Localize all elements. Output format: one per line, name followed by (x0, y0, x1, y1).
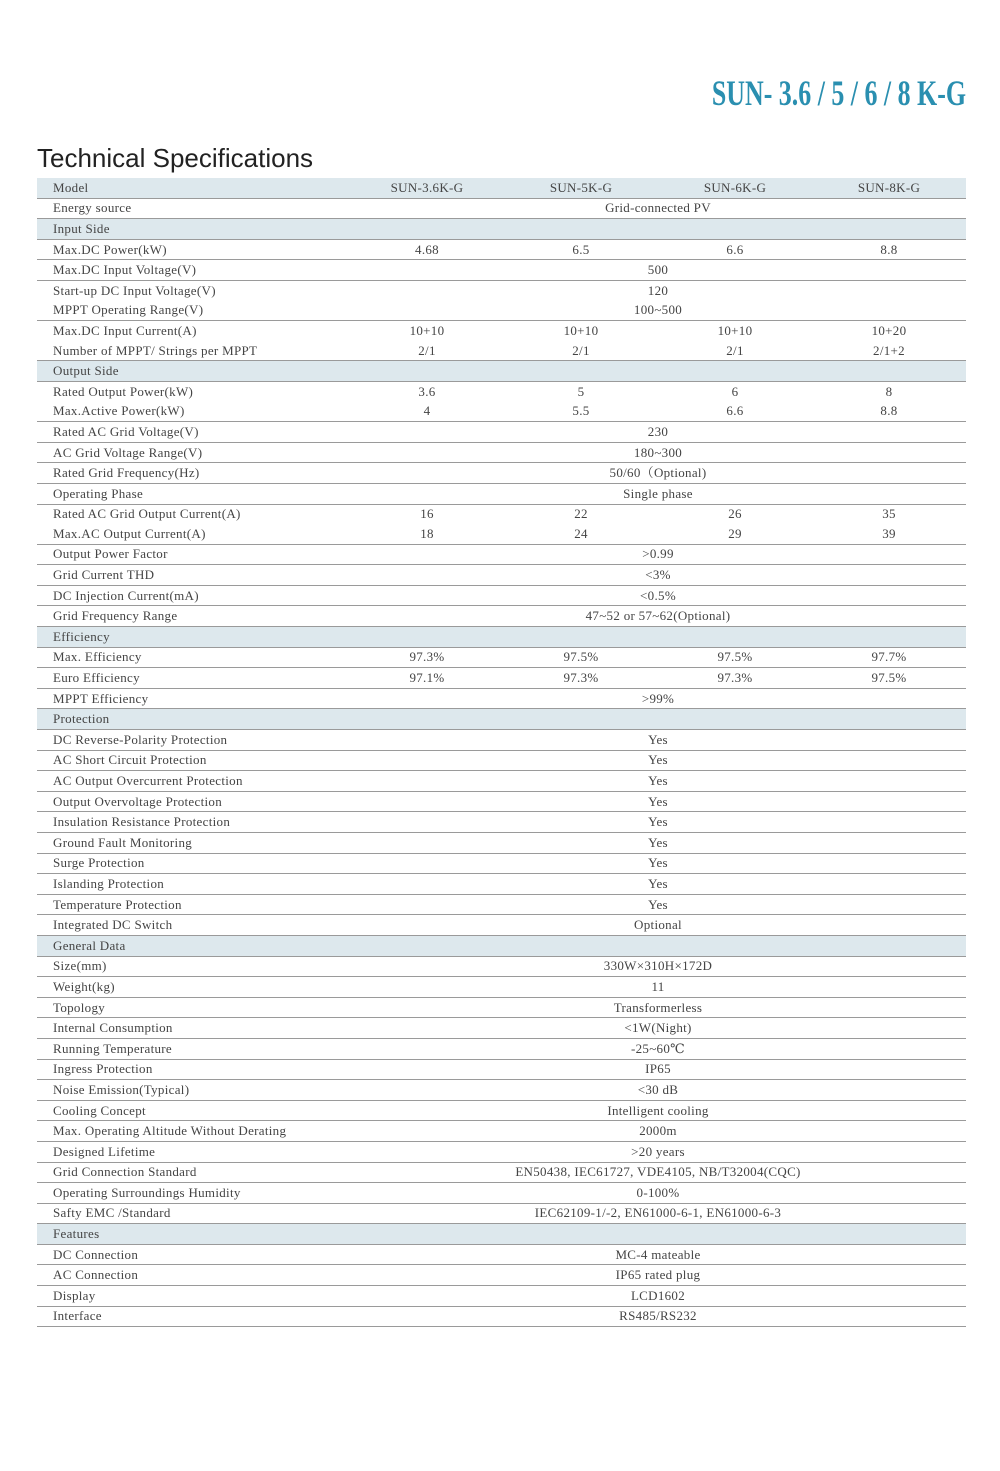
spec-value: 8.8 (812, 239, 966, 260)
table-row (37, 239, 966, 260)
spec-label: Islanding Protection (37, 874, 350, 895)
spec-value: 97.7% (812, 647, 966, 668)
spec-value-shared: LCD1602 (350, 1286, 966, 1307)
spec-value-shared: Optional (350, 915, 966, 936)
spec-value: 3.6 (418, 383, 436, 399)
spec-value: 4.68 (350, 239, 504, 260)
spec-label: AC Connection (37, 1265, 350, 1286)
section-title: Output Side (37, 361, 350, 382)
spec-value: 5.5 (504, 402, 658, 422)
spec-value: 2/1 (350, 341, 504, 361)
spec-value: 8.8 (812, 402, 966, 422)
spec-value-shared: -25~60℃ (350, 1038, 966, 1059)
section-title: General Data (37, 935, 350, 956)
spec-label: Output Overvoltage Protection (37, 791, 350, 812)
spec-label: Topology (37, 997, 350, 1018)
spec-label: Insulation Resistance Protection (37, 812, 350, 833)
section-fill (350, 219, 966, 240)
spec-value: 39 (812, 524, 966, 544)
spec-label: Start-up DC Input Voltage(V) (53, 282, 216, 298)
spec-value-shared: <1W(Night) (350, 1018, 966, 1039)
spec-label: Rated AC Grid Output Current(A) (53, 506, 241, 522)
table-row (37, 1141, 966, 1162)
column-header-model: SUN-8K-G (812, 178, 966, 198)
table-row (37, 504, 966, 524)
table-row (37, 1121, 966, 1142)
table-row (37, 915, 966, 936)
table-row (37, 956, 966, 977)
spec-value: 24 (504, 524, 658, 544)
table-row (37, 442, 966, 463)
spec-label: Display (37, 1286, 350, 1307)
table-row (37, 463, 966, 484)
spec-value-shared: Yes (350, 730, 966, 751)
table-row (37, 1306, 966, 1327)
spec-value: 97.5% (812, 668, 966, 689)
spec-label: DC Reverse-Polarity Protection (37, 730, 350, 751)
spec-value: 18 (350, 524, 504, 544)
spec-label: Output Power Factor (37, 544, 350, 565)
table-row (37, 977, 966, 998)
spec-label: Operating Phase (37, 483, 350, 504)
section-title: Input Side (37, 219, 350, 240)
table-row (37, 381, 966, 401)
spec-value-shared: Yes (350, 853, 966, 874)
spec-value: 2/1 (504, 341, 658, 361)
spec-value: 6 (731, 383, 739, 399)
spec-value-shared: Yes (350, 812, 966, 833)
table-row (37, 791, 966, 812)
table-row (37, 730, 966, 751)
section-fill (350, 361, 966, 382)
spec-label: Size(mm) (37, 956, 350, 977)
table-row (37, 341, 966, 361)
spec-value-shared: 2000m (350, 1121, 966, 1142)
spec-value: 5 (577, 383, 585, 399)
spec-label: Max. Efficiency (37, 647, 350, 668)
spec-label: Ingress Protection (37, 1059, 350, 1080)
table-row (37, 301, 966, 321)
spec-label: Surge Protection (37, 853, 350, 874)
spec-value: 97.3% (504, 668, 658, 689)
spec-value: 4 (350, 402, 504, 422)
spec-label: MPPT Operating Range(V) (37, 301, 350, 321)
table-row (37, 1244, 966, 1265)
table-row (37, 260, 966, 281)
spec-value: 97.3% (658, 668, 812, 689)
section-fill (350, 709, 966, 730)
spec-label: Operating Surroundings Humidity (37, 1183, 350, 1204)
spec-value-shared: 11 (350, 977, 966, 998)
section-fill (350, 935, 966, 956)
spec-label: AC Short Circuit Protection (37, 750, 350, 771)
spec-value-shared: 100~500 (350, 301, 966, 321)
table-row (37, 1203, 966, 1224)
spec-label: DC Injection Current(mA) (37, 585, 350, 606)
spec-label: Rated AC Grid Voltage(V) (37, 422, 350, 443)
table-row (37, 1059, 966, 1080)
table-row (37, 1038, 966, 1059)
spec-label: AC Output Overcurrent Protection (37, 771, 350, 792)
spec-label: Max.AC Output Current(A) (37, 524, 350, 544)
spec-label: Grid Connection Standard (37, 1162, 350, 1183)
spec-label: Temperature Protection (37, 894, 350, 915)
section-fill (350, 1224, 966, 1245)
spec-value-shared: 230 (350, 422, 966, 443)
spec-label: Ground Fault Monitoring (37, 833, 350, 854)
spec-value-shared: 500 (350, 260, 966, 281)
table-row (37, 565, 966, 586)
spec-value: 10+10 (563, 322, 599, 338)
spec-label: MPPT Efficiency (37, 688, 350, 709)
table-row (37, 668, 966, 689)
spec-value-shared: <3% (350, 565, 966, 586)
table-row (37, 524, 966, 544)
spec-value-shared: <30 dB (350, 1080, 966, 1101)
spec-value: 97.1% (350, 668, 504, 689)
spec-value-shared: Single phase (350, 483, 966, 504)
spec-value: 2/1 (658, 341, 812, 361)
spec-value: 10+10 (717, 322, 753, 338)
column-header-model: SUN-3.6K-G (350, 178, 504, 198)
spec-value-shared: IP65 rated plug (350, 1265, 966, 1286)
spec-value-shared: Yes (350, 771, 966, 792)
page-title: Technical Specifications (37, 143, 314, 173)
table-row (37, 833, 966, 854)
spec-value-shared: IP65 (350, 1059, 966, 1080)
table-row (37, 1183, 966, 1204)
section-header-row (37, 219, 966, 240)
spec-value-shared: Grid-connected PV (350, 198, 966, 219)
table-row (37, 606, 966, 627)
spec-label: Internal Consumption (37, 1018, 350, 1039)
spec-label: Designed Lifetime (37, 1141, 350, 1162)
spec-label: Grid Frequency Range (37, 606, 350, 627)
spec-value-shared: Yes (350, 791, 966, 812)
section-header-row (37, 361, 966, 382)
table-row (37, 647, 966, 668)
table-row (37, 874, 966, 895)
spec-label: Rated Output Power(kW) (53, 383, 194, 399)
spec-value-shared: 120 (647, 282, 669, 298)
spec-value: 8 (885, 383, 893, 399)
table-row (37, 1286, 966, 1307)
spec-value-shared: Transformerless (350, 997, 966, 1018)
table-row (37, 585, 966, 606)
spec-label: Max.Active Power(kW) (37, 402, 350, 422)
spec-value: 97.3% (350, 647, 504, 668)
spec-value-shared: IEC62109-1/-2, EN61000-6-1, EN61000-6-3 (350, 1203, 966, 1224)
spec-label: Euro Efficiency (37, 668, 350, 689)
spec-label: Interface (37, 1306, 350, 1327)
table-row (37, 1265, 966, 1286)
section-title: Efficiency (37, 627, 350, 648)
spec-label: Max.DC Input Current(A) (53, 322, 197, 338)
spec-value: 22 (574, 506, 588, 522)
spec-value: 35 (882, 506, 896, 522)
spec-label: Max. Operating Altitude Without Derating (37, 1121, 350, 1142)
spec-value-shared: 47~52 or 57~62(Optional) (350, 606, 966, 627)
spec-value: 6.6 (658, 402, 812, 422)
table-row (37, 1100, 966, 1121)
section-fill (350, 627, 966, 648)
table-row (37, 1018, 966, 1039)
spec-value-shared: 330W×310H×172D (350, 956, 966, 977)
spec-label: Number of MPPT/ Strings per MPPT (37, 341, 350, 361)
table-row (37, 422, 966, 443)
spec-value: 10+20 (871, 322, 907, 338)
table-row (37, 771, 966, 792)
section-header-row (37, 935, 966, 956)
spec-value-shared: Yes (350, 874, 966, 895)
spec-label: Running Temperature (37, 1038, 350, 1059)
table-row (37, 688, 966, 709)
table-row (37, 894, 966, 915)
spec-value-shared: >0.99 (350, 544, 966, 565)
column-header-model: SUN-5K-G (504, 178, 658, 198)
spec-label: Safty EMC /Standard (37, 1203, 350, 1224)
spec-label: Cooling Concept (37, 1100, 350, 1121)
section-title: Features (37, 1224, 350, 1245)
spec-value-shared: 0-100% (350, 1183, 966, 1204)
column-header-label: Model (37, 178, 350, 198)
spec-label: Integrated DC Switch (37, 915, 350, 936)
table-row (37, 280, 966, 300)
table-header-row (37, 178, 966, 198)
spec-table (37, 178, 966, 1327)
table-row (37, 1080, 966, 1101)
section-header-row (37, 627, 966, 648)
section-header-row (37, 1224, 966, 1245)
table-row (37, 812, 966, 833)
spec-value-shared: >20 years (350, 1141, 966, 1162)
spec-value-shared: 180~300 (350, 442, 966, 463)
table-row (37, 997, 966, 1018)
table-row (37, 1162, 966, 1183)
table-row (37, 750, 966, 771)
spec-value-shared: Yes (350, 894, 966, 915)
table-row (37, 198, 966, 219)
spec-value-shared: >99% (350, 688, 966, 709)
spec-value-shared: MC-4 mateable (350, 1244, 966, 1265)
spec-value: 16 (420, 506, 434, 522)
spec-label: Weight(kg) (37, 977, 350, 998)
spec-value: 97.5% (658, 647, 812, 668)
column-header-model: SUN-6K-G (658, 178, 812, 198)
spec-value: 29 (658, 524, 812, 544)
spec-value-shared: EN50438, IEC61727, VDE4105, NB/T32004(CQC) (350, 1162, 966, 1183)
section-title: Protection (37, 709, 350, 730)
spec-value: 2/1+2 (812, 341, 966, 361)
spec-label: DC Connection (37, 1244, 350, 1265)
table-row (37, 853, 966, 874)
spec-value-shared: Yes (350, 833, 966, 854)
spec-value: 6.5 (504, 239, 658, 260)
spec-label: Max.DC Input Voltage(V) (37, 260, 350, 281)
spec-label: Max.DC Power(kW) (37, 239, 350, 260)
spec-label: AC Grid Voltage Range(V) (37, 442, 350, 463)
spec-value-shared: Intelligent cooling (350, 1100, 966, 1121)
spec-value: 6.6 (658, 239, 812, 260)
table-row (37, 402, 966, 422)
spec-value-shared: <0.5% (350, 585, 966, 606)
spec-label: Noise Emission(Typical) (37, 1080, 350, 1101)
spec-value-shared: 50/60（Optional) (350, 463, 966, 484)
product-series-heading: SUN- 3.6 / 5 / 6 / 8 K-G (711, 73, 966, 113)
spec-label: Energy source (37, 198, 350, 219)
spec-value: 10+10 (409, 322, 445, 338)
spec-value-shared: RS485/RS232 (350, 1306, 966, 1327)
spec-label: Rated Grid Frequency(Hz) (37, 463, 350, 484)
spec-label: Grid Current THD (37, 565, 350, 586)
table-row (37, 483, 966, 504)
spec-value: 26 (728, 506, 742, 522)
spec-value-shared: Yes (350, 750, 966, 771)
section-header-row (37, 709, 966, 730)
spec-value: 97.5% (504, 647, 658, 668)
table-row (37, 321, 966, 341)
table-row (37, 544, 966, 565)
